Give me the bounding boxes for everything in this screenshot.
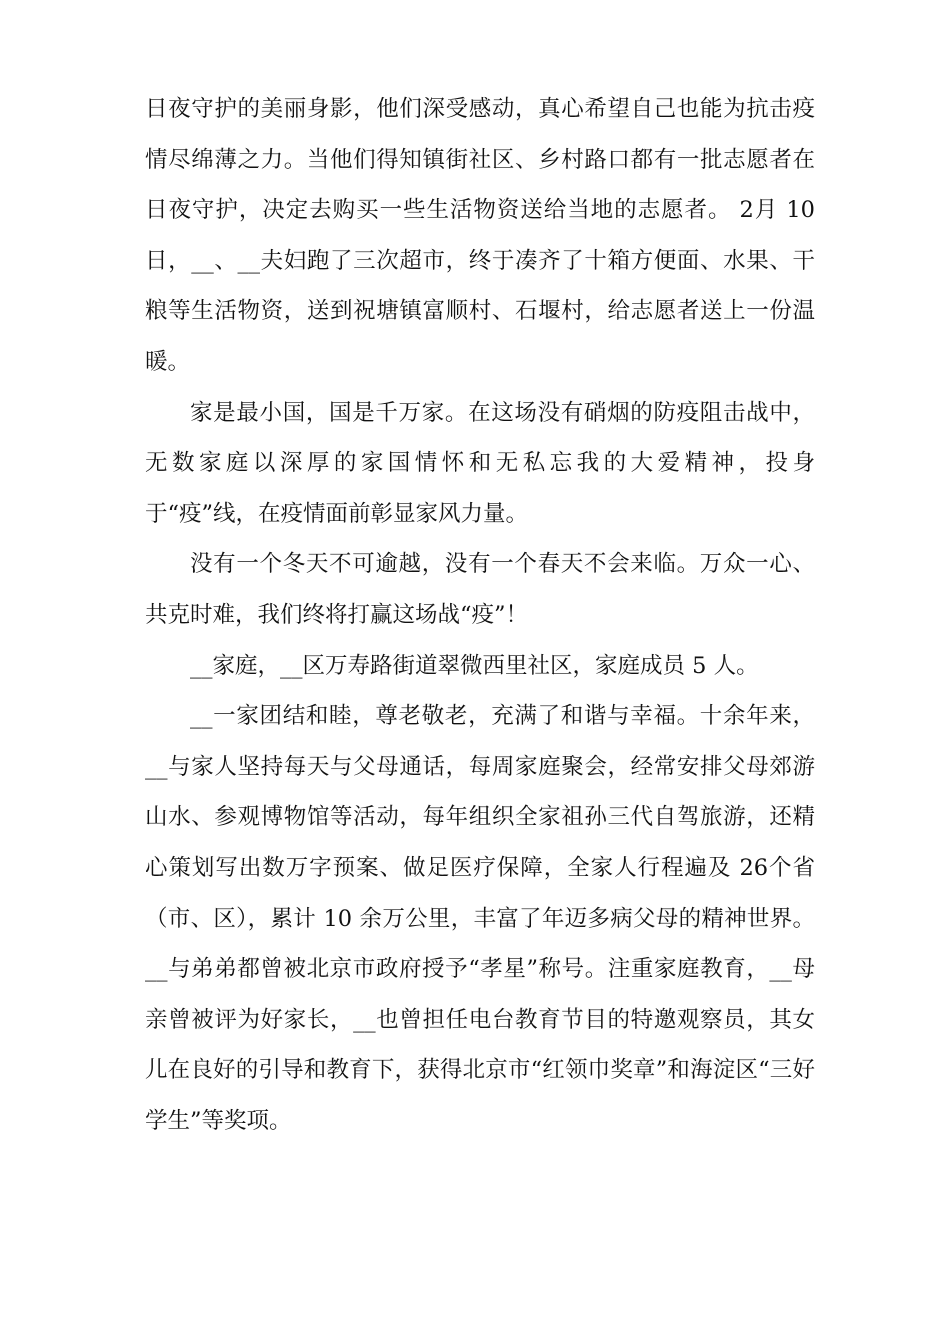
paragraph-family-intro: __家庭，__区万寿路街道翠微西里社区，家庭成员 5 人。 bbox=[190, 652, 759, 679]
paragraph-volunteer-supplies: 日夜守护的美丽身影，他们深受感动，真心希望自己也能为抗击疫情尽绵薄之力。当他们得知镇街社区、乡村路口都有一批志愿者在日夜守护，决定去购买一些生活物资送给当地的志愿者。 2月 10 日，__、__夫妇跑了三次超市，终于凑齐了十箱方便面、水果、干粮等生活物资，送到祝塘镇富顺村、石堰村，给志愿者送上一份温暖。 bbox=[145, 96, 815, 375]
paragraph-family-harmony: __一家团结和睦，尊老敬老，充满了和谐与幸福。十余年来，__与家人坚持每天与父母通话，每周家庭聚会，经常安排父母郊游山水、参观博物馆等活动，每年组织全家祖孙三代自驾旅游，还精心策划写出数万字预案、做足医疗保障，全家人行程遍及 26个省（市、区），累计 10 余万公里，丰富了年迈多病父母的精神世界。__与弟弟都曾被北京市政府授予“孝星”称号。注重家庭教育，__母亲曾被评为好家长，__也曾担任电台教育节目的特邀观察员，其女儿在良好的引导和教育下，获得北京市“红领巾奖章”和海淀区“三好学生”等奖项。 bbox=[145, 703, 815, 1134]
paragraph-winter-spring: 没有一个冬天不可逾越，没有一个春天不会来临。万众一心、共克时难，我们终将打赢这场战“疫”！ bbox=[145, 551, 815, 628]
document-body bbox=[145, 84, 815, 1146]
paragraph-family-nation: 家是最小国，国是千万家。在这场没有硝烟的防疫阻击战中，无数家庭以深厚的家国情怀和无私忘我的大爱精神，投身于“疫”线，在疫情面前彰显家风力量。 bbox=[145, 399, 815, 527]
